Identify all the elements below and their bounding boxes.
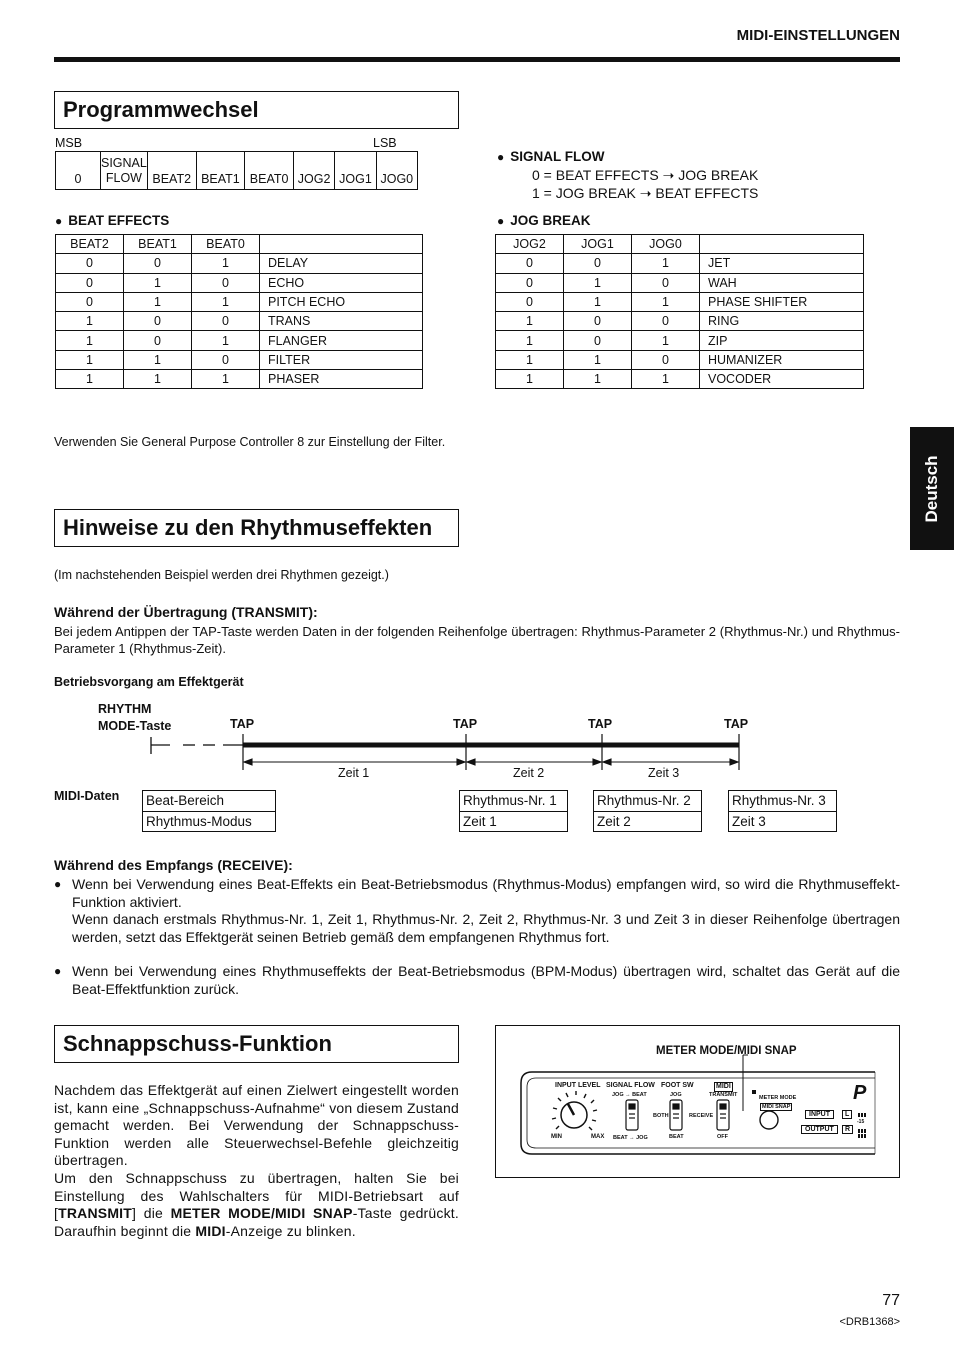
bit-cell: BEAT1 (196, 152, 245, 190)
jog_break-cell: WAH (700, 273, 864, 292)
panel-off: OFF (717, 1134, 728, 1140)
beat_effects-cell: 1 (192, 254, 260, 273)
panel-midi: MIDI (716, 1083, 731, 1090)
beat_effects-cell: DELAY (260, 254, 423, 273)
jog-break-table (495, 234, 864, 389)
bit-cell: JOG0 (376, 152, 417, 190)
jog_break-cell: 0 (632, 273, 700, 292)
beat_effects-cell: 1 (124, 273, 192, 292)
panel-transmit: TRANSMIT (709, 1092, 738, 1098)
panel-min: MIN (551, 1134, 562, 1140)
beat_effects-cell: PHASER (260, 370, 423, 389)
beat_effects-cell: 0 (124, 254, 192, 273)
midi-switch (717, 1100, 729, 1130)
beat_effects-cell: 1 (124, 350, 192, 369)
jog_break-header-cell (700, 235, 864, 254)
jog_break-cell: VOCODER (700, 370, 864, 389)
jog_break-cell: 0 (632, 312, 700, 331)
midi-data-box: Beat-Bereich Rhythmus-Modus (142, 790, 276, 832)
receive-bullet-2: Wenn bei Verwendung eines Rhythmuseffekts der Beat-Betriebsmodus (BPM-Modus) übertragen wird, schaltet das Gerät auf die Beat-Effektfunktion zurück. (72, 963, 900, 997)
jog_break-cell: 0 (564, 312, 632, 331)
table-row (496, 273, 864, 292)
zeit-label: Zeit 3 (648, 766, 680, 780)
beat_effects-cell: 0 (56, 292, 124, 311)
tap-label: TAP (453, 717, 478, 731)
signal-flow-switch (626, 1100, 638, 1130)
jog_break-cell: 0 (496, 292, 564, 311)
jog_break-cell: 1 (496, 370, 564, 389)
midi-data-label: MIDI-Daten (54, 789, 120, 803)
jog_break-cell: 1 (496, 312, 564, 331)
zeit-arrows (244, 759, 738, 765)
jog_break-cell: 1 (632, 370, 700, 389)
table-row (56, 350, 423, 369)
beat_effects-cell: 0 (124, 312, 192, 331)
transmit-heading: Während der Übertragung (TRANSMIT): (54, 604, 318, 620)
beat_effects-cell: FLANGER (260, 331, 423, 350)
panel-l: L (842, 1110, 852, 1119)
snapshot-text (54, 1082, 459, 1240)
jog_break-header-cell: JOG1 (564, 235, 632, 254)
bit-cell-signal-flow (101, 152, 148, 190)
jog_break-cell: 1 (564, 370, 632, 389)
receive-bullet-1: Wenn bei Verwendung eines Beat-Effekts ein Beat-Betriebsmodus (Rhythmus-Modus) empfangen wird, so wird die Rhythmuseffekt-Funktion aktiviert. (72, 876, 900, 910)
tap-label: TAP (230, 717, 255, 731)
lsb-label: LSB (373, 136, 397, 150)
pioneer-logo: P (853, 1082, 867, 1104)
panel-input: INPUT (805, 1110, 834, 1119)
signal-flow-values: 0 = BEAT EFFECTS ➝ JOG BREAK 1 = JOG BREAK ➝ BEAT EFFECTS (532, 167, 759, 201)
table-row (496, 350, 864, 369)
beat_effects-cell: 1 (192, 331, 260, 350)
beat_effects-cell: 0 (124, 331, 192, 350)
beat_effects-cell: 0 (56, 273, 124, 292)
jog_break-cell: 1 (496, 331, 564, 350)
panel-input-level: INPUT LEVEL (555, 1082, 601, 1089)
beat_effects-cell: 1 (124, 370, 192, 389)
signal-flow-heading: ● SIGNAL FLOW (497, 149, 605, 164)
panel-receive: RECEIVE (689, 1113, 714, 1119)
beat_effects-header-cell: BEAT0 (192, 235, 260, 254)
jog-break-heading: ● JOG BREAK (497, 213, 591, 228)
beat_effects-cell: 0 (56, 254, 124, 273)
bullet-icon: ● (54, 964, 62, 978)
beat_effects-cell: PITCH ECHO (260, 292, 423, 311)
language-tab[interactable] (910, 427, 954, 550)
panel-minus15: -15 (857, 1119, 865, 1125)
beat_effects-cell: 1 (192, 370, 260, 389)
jog_break-header-cell: JOG2 (496, 235, 564, 254)
jog_break-cell: 1 (632, 292, 700, 311)
tap-ticks (243, 734, 739, 770)
table-row (56, 254, 423, 273)
beat_effects-cell: TRANS (260, 312, 423, 331)
front-panel (496, 1026, 901, 1179)
jog_break-cell: 1 (564, 350, 632, 369)
beat_effects-cell: 1 (124, 292, 192, 311)
jog_break-cell: JET (700, 254, 864, 273)
tap-label: TAP (724, 717, 749, 731)
panel-illustration (495, 1025, 900, 1178)
table-row (496, 312, 864, 331)
timeline-dashed (151, 737, 243, 754)
table-row (56, 273, 423, 292)
panel-meter-mode: METER MODE (759, 1095, 797, 1101)
jog_break-cell: 0 (564, 254, 632, 273)
panel-foot-sw: FOOT SW (661, 1082, 694, 1089)
arrow-right-icon: ➝ (662, 167, 675, 183)
jog_break-cell: 0 (496, 254, 564, 273)
jog_break-cell: 0 (564, 331, 632, 350)
receive-bullet-1b: Wenn danach erstmals Rhythmus-Nr. 1, Zeit 1, Rhythmus-Nr. 2, Zeit 2, Rhythmus-Nr. 3 und Zeit 3 in dieser Reihenfolge übertragen werden, setzt das Effektgerät seinen Betrieb gemäß dem empfangenen Rhythmus fort. (72, 911, 900, 945)
language-tab-label: Deutsch (922, 454, 941, 523)
meter-mode-button (760, 1111, 778, 1129)
rhythm-mode-label: RHYTHM MODE-Taste (98, 702, 172, 733)
receive-heading: Während des Empfangs (RECEIVE): (54, 857, 293, 873)
table-row (496, 331, 864, 350)
programmwechsel-title: Programmwechsel (54, 91, 459, 129)
table-row (56, 292, 423, 311)
panel-output: OUTPUT (801, 1125, 838, 1134)
panel-r: R (842, 1125, 853, 1134)
panel-jog: JOG (670, 1092, 682, 1098)
beat_effects-cell: 1 (56, 350, 124, 369)
jog_break-cell: 1 (632, 254, 700, 273)
jog_break-cell: 1 (564, 273, 632, 292)
jog_break-header-cell: JOG0 (632, 235, 700, 254)
midi-data-box: Rhythmus-Nr. 3 Zeit 3 (728, 790, 837, 832)
panel-both: BOTH (653, 1113, 669, 1119)
jog_break-cell: PHASE SHIFTER (700, 292, 864, 311)
beat_effects-cell: 0 (192, 273, 260, 292)
zeit-label: Zeit 1 (338, 766, 370, 780)
beat_effects-cell: 1 (56, 331, 124, 350)
jog_break-cell: 0 (496, 273, 564, 292)
beat_effects-header-cell: BEAT1 (124, 235, 192, 254)
rhythmus-intro: (Im nachstehenden Beispiel werden drei Rhythmen gezeigt.) (54, 568, 389, 582)
msb-label: MSB (55, 136, 83, 150)
jog_break-cell: HUMANIZER (700, 350, 864, 369)
bit-signal-line1: SIGNAL (101, 155, 147, 170)
beat_effects-header-cell: BEAT2 (56, 235, 124, 254)
panel-callout: METER MODE/MIDI SNAP (656, 1045, 797, 1057)
midi-data-box: Rhythmus-Nr. 1 Zeit 1 (459, 790, 568, 832)
jog_break-cell: 0 (632, 350, 700, 369)
table-row (496, 254, 864, 273)
beat_effects-cell: FILTER (260, 350, 423, 369)
bit-signal-line2: FLOW (105, 170, 142, 185)
beat_effects-header-cell (260, 235, 423, 254)
bit-cell: JOG1 (335, 152, 376, 190)
receive-bullets (54, 876, 900, 998)
diagram-heading: Betriebsvorgang am Effektgerät (54, 675, 244, 689)
beat_effects-cell: 1 (192, 292, 260, 311)
panel-beat-jog: BEAT → JOG (613, 1135, 648, 1141)
tap-label: TAP (588, 717, 613, 731)
jog_break-cell: ZIP (700, 331, 864, 350)
panel-beat: BEAT (669, 1134, 684, 1140)
page-number: 77 (882, 1292, 900, 1309)
header-rule (54, 57, 900, 62)
bit-cell: BEAT2 (147, 152, 196, 190)
table-row (496, 370, 864, 389)
bullet-icon: ● (54, 877, 62, 891)
jog_break-cell: RING (700, 312, 864, 331)
transmit-text: Bei jedem Antippen der TAP-Taste werden Daten in der folgenden Reihenfolge übertragen: Rhythmus-Parameter 2 (Rhythmus-Nr.) und Rhythmus-Parameter 1 (Rhythmus-Zeit). (54, 624, 900, 656)
beat_effects-cell: 1 (56, 312, 124, 331)
snapshot-para-1: Nachdem das Effektgerät auf einen Zielwert eingestellt worden ist, kann eine „Schnappschuss-Aufnahme“ von diesem Zustand gemacht werden. Bei Verwendung der Schnappschuss-Funktion werden alle Steuerwechsel-Befehle gleichzeitig übertragen. (54, 1082, 459, 1169)
panel-jog-beat: JOG → BEAT (612, 1092, 647, 1098)
table-row (56, 331, 423, 350)
bit-cell: BEAT0 (245, 152, 294, 190)
bit-table (55, 151, 418, 190)
doc-code: <DRB1368> (839, 1316, 900, 1328)
foot-sw-switch (670, 1100, 682, 1130)
section-header: MIDI-EINSTELLUNGEN (736, 27, 900, 44)
bit-cell: JOG2 (293, 152, 334, 190)
table-row (56, 370, 423, 389)
table-row (496, 292, 864, 311)
beat_effects-cell: ECHO (260, 273, 423, 292)
panel-signal-flow: SIGNAL FLOW (606, 1082, 655, 1089)
beat_effects-cell: 0 (192, 312, 260, 331)
filter-note: Verwenden Sie General Purpose Controller 8 zur Einstellung der Filter. (54, 435, 446, 449)
jog_break-cell: 1 (632, 331, 700, 350)
beat-effects-heading: ● BEAT EFFECTS (55, 213, 169, 228)
table-row (56, 312, 423, 331)
snapshot-title: Schnappschuss-Funktion (54, 1025, 459, 1063)
panel-max: MAX (591, 1134, 605, 1140)
jog_break-cell: 1 (564, 292, 632, 311)
snapshot-para-2: Um den Schnappschuss zu übertragen, halten Sie bei Einstellung des Wahlschalters für MIDI-Betriebsart auf [TRANSMIT] die METER MODE/MIDI SNAP-Taste gedrückt. Daraufhin beginnt die MIDI-Anzeige zu blinken. (54, 1169, 459, 1239)
midi-data-box: Rhythmus-Nr. 2 Zeit 2 (593, 790, 702, 832)
jog_break-cell: 1 (496, 350, 564, 369)
beat_effects-cell: 1 (56, 370, 124, 389)
beat-effects-table (55, 234, 423, 389)
rhythmus-title: Hinweise zu den Rhythmuseffekten (54, 509, 459, 547)
zeit-label: Zeit 2 (513, 766, 545, 780)
panel-midi-snap: MIDI SNAP (762, 1104, 791, 1110)
bit-cell: 0 (56, 152, 101, 190)
beat_effects-cell: 0 (192, 350, 260, 369)
arrow-right-icon: ➝ (639, 185, 652, 201)
